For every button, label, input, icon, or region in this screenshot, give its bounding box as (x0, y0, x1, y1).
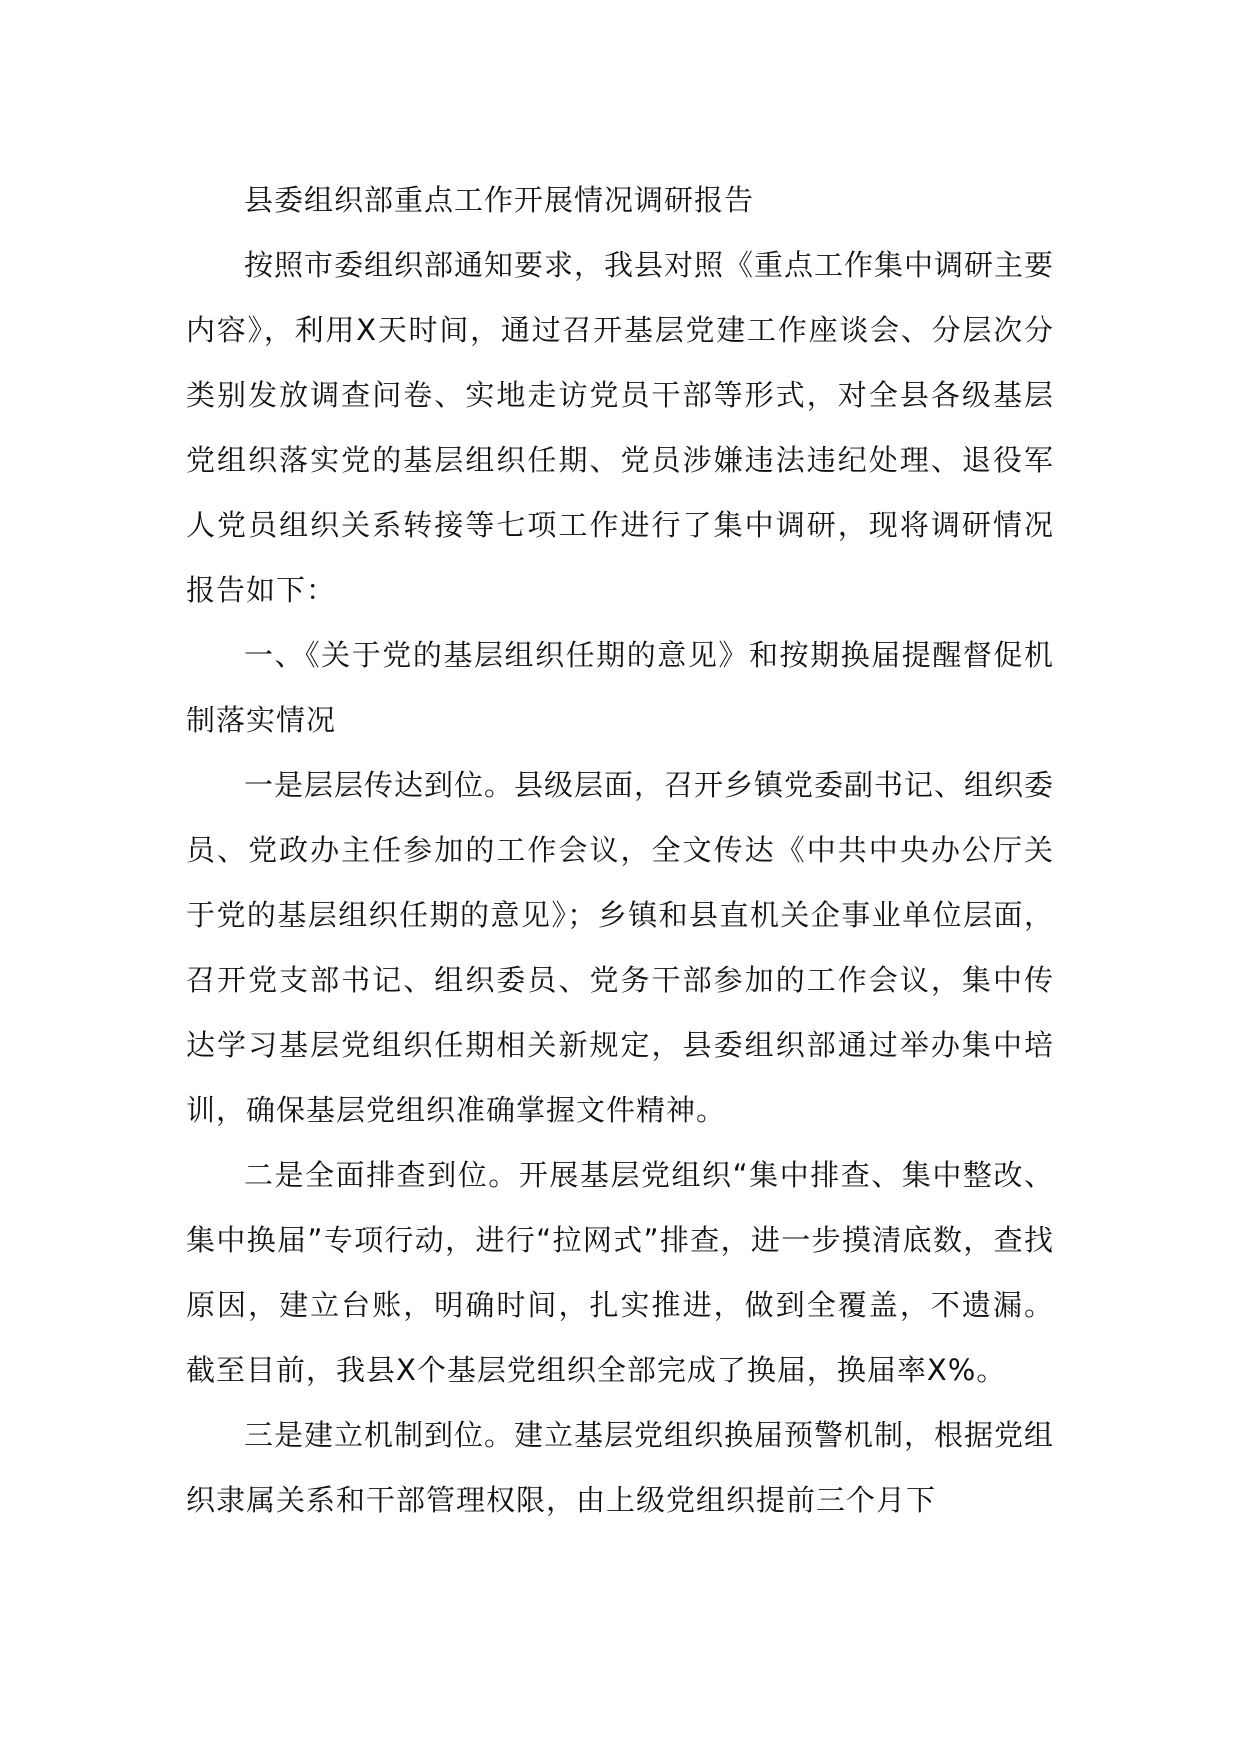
intro-paragraph: 按照市委组织部通知要求，我县对照《重点工作集中调研主要内容》，利用X天时间，通过召开基层党建工作座谈会、分层次分类别发放调查问卷、实地走访党员干部等形式，对全县各级基层党组织落实党的基层组织任期、党员涉嫌违法违纪处理、退役军人党员组织关系转接等七项工作进行了集中调研，现将调研情况报告如下： (186, 248, 1055, 607)
document-title: 县委组织部重点工作开展情况调研报告 (244, 183, 755, 217)
body-paragraph: 三是建立机制到位。建立基层党组织换届预警机制，根据党组织隶属关系和干部管理权限，由上级党组织提前三个月下 (186, 1418, 1055, 1517)
body-paragraph: 二是全面排查到位。开展基层党组织“集中排查、集中整改、集中换届”专项行动，进行“拉网式”排查，进一步摸清底数，查找原因，建立台账，明确时间，扎实推进，做到全覆盖，不遗漏。截至目前，我县X个基层党组织全部完成了换届，换届率X%。 (186, 1158, 1054, 1387)
document-body (186, 168, 1054, 1533)
body-paragraph: 一是层层传达到位。县级层面，召开乡镇党委副书记、组织委员、党政办主任参加的工作会议，全文传达《中共中央办公厅关于党的基层组织任期的意见》；乡镇和县直机关企事业单位层面，召开党支部书记、组织委员、党务干部参加的工作会议，集中传达学习基层党组织任期相关新规定，县委组织部通过举办集中培训，确保基层党组织准确掌握文件精神。 (186, 768, 1055, 1127)
section-heading-1: 一、《关于党的基层组织任期的意见》和按期换届提醒督促机制落实情况 (186, 638, 1054, 737)
